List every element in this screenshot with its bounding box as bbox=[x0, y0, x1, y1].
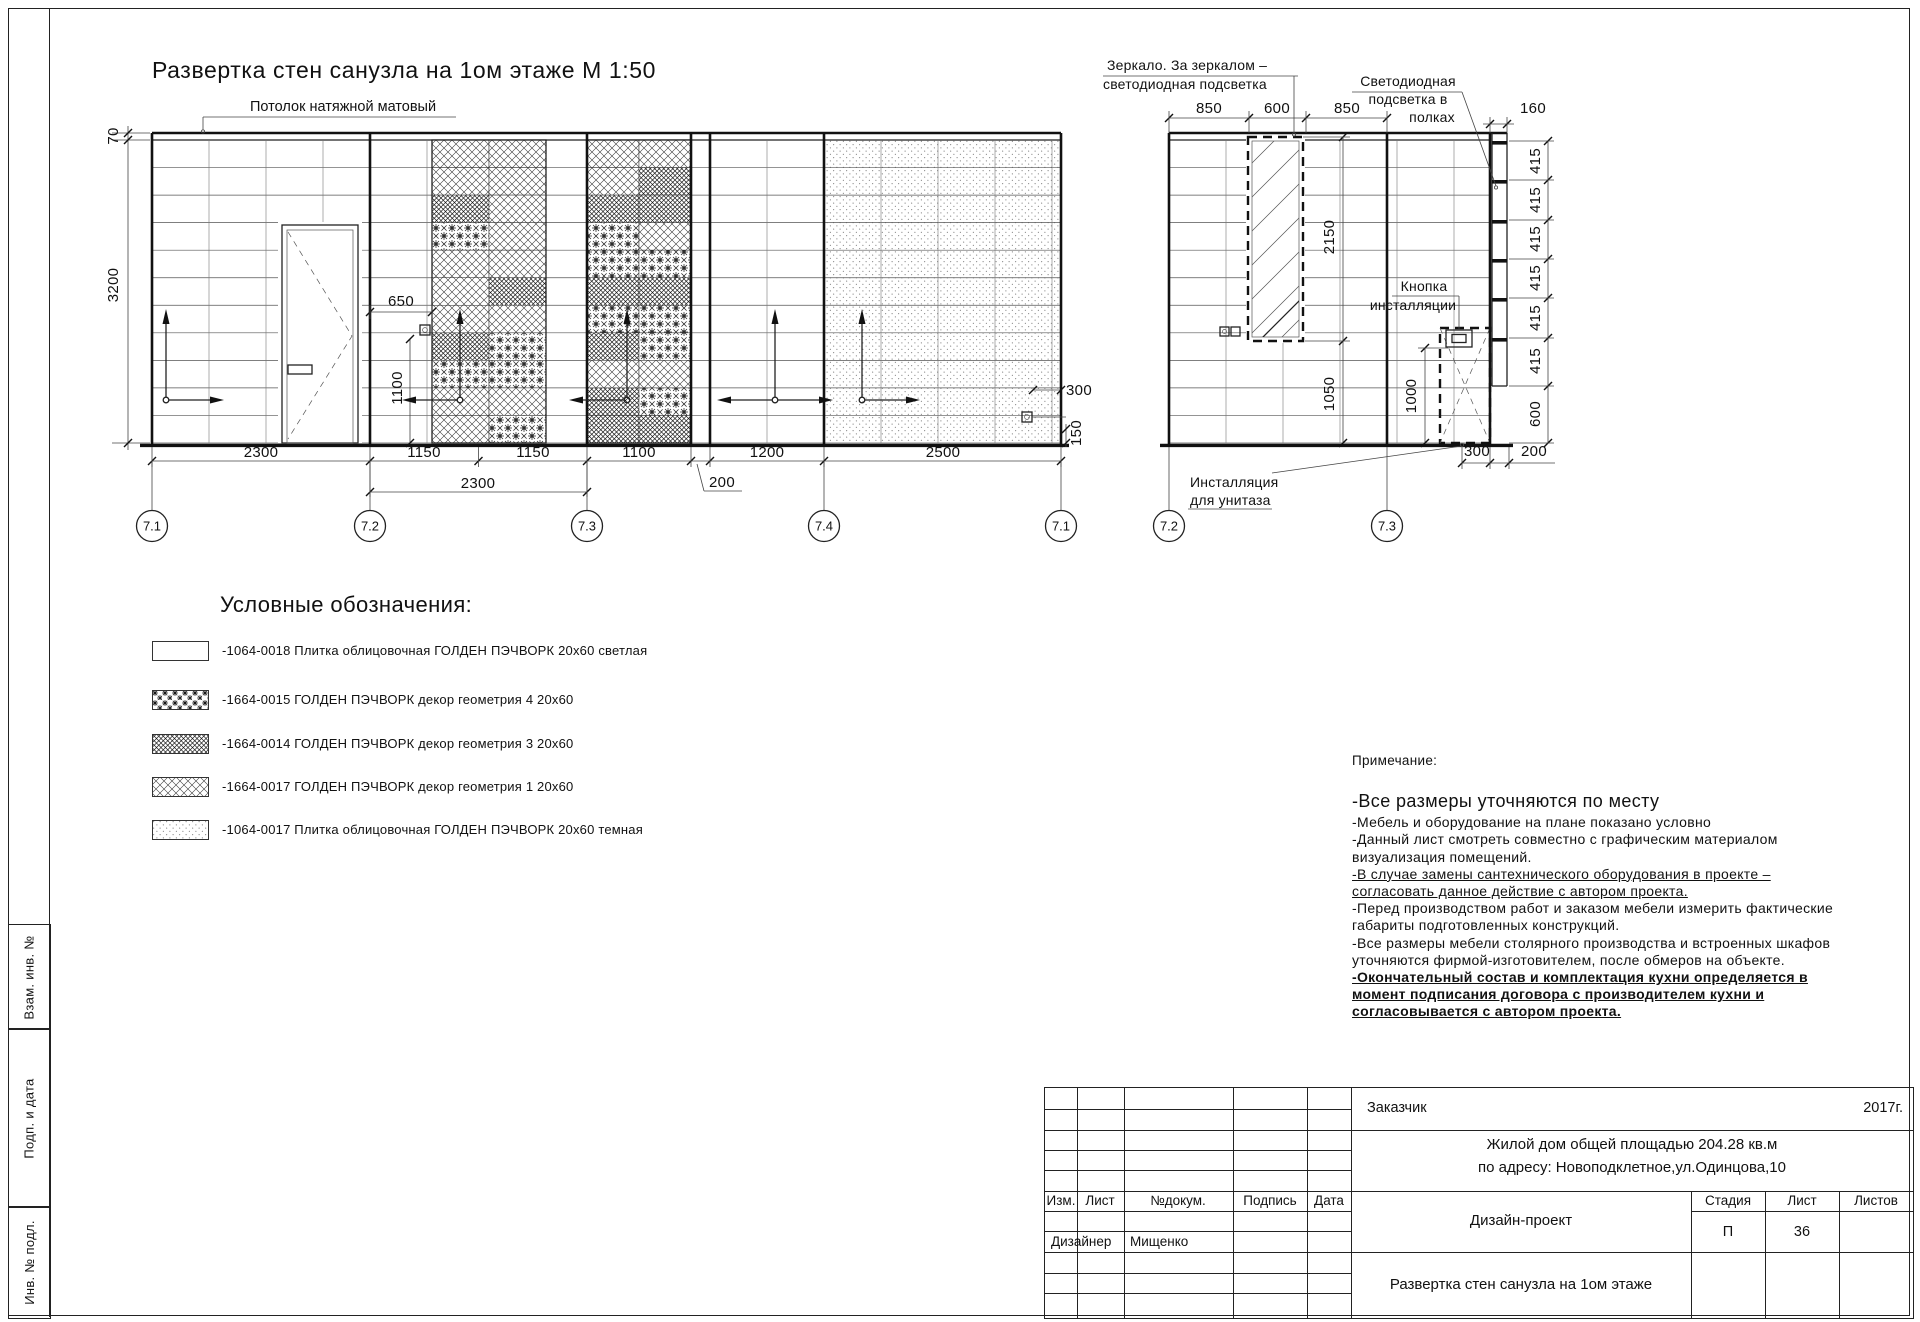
grid-bubble-7-1: 7.1 bbox=[142, 518, 162, 534]
dim-600-top: 600 bbox=[1264, 100, 1290, 117]
legend-label: -1064-0017 Плитка облицовочная ГОЛДЕН ПЭЧВОРК 20х60 темная bbox=[222, 822, 643, 837]
dim-600-right: 600 bbox=[1527, 401, 1544, 427]
grid-bubble-7-1b: 7.1 bbox=[1051, 518, 1071, 534]
dim-415-2: 415 bbox=[1527, 187, 1544, 213]
legend-label: -1064-0018 Плитка облицовочная ГОЛДЕН ПЭЧВОРК 20х60 светлая bbox=[222, 643, 648, 658]
tb-doc-type: Дизайн-проект bbox=[1469, 1212, 1573, 1229]
dim-3200: 3200 bbox=[105, 267, 122, 303]
note-line: -Перед производством работ и заказом мебели измерить фактические bbox=[1352, 900, 1834, 917]
dim-850b: 850 bbox=[1334, 100, 1360, 117]
tb-sheet-value: 36 bbox=[1793, 1224, 1811, 1240]
side-stamp-label: Взам. инв. № bbox=[22, 934, 38, 1020]
mirror-label-line1: Зеркало. За зеркалом – bbox=[1107, 57, 1268, 73]
note-line: согласовать данное действие с автором проекта. bbox=[1352, 883, 1688, 900]
side-stamp-vzam bbox=[8, 924, 51, 1030]
legend-title: Условные обозначения: bbox=[220, 592, 473, 617]
grid-bubble-right-7-2: 7.2 bbox=[1159, 518, 1179, 534]
mirror-label-line2: светодиодная подсветка bbox=[1103, 76, 1267, 92]
tb-col-podpis: Подпись bbox=[1243, 1193, 1297, 1208]
side-stamp-label: Инв. № подл. bbox=[22, 1220, 38, 1305]
tb-object-line1: Жилой дом общей площадью 204.28 кв.м bbox=[1486, 1136, 1778, 1153]
dim-415-4: 415 bbox=[1527, 265, 1544, 291]
note-line: -Данный лист смотреть совместно с графическим материалом bbox=[1352, 831, 1778, 848]
tb-stage-value: П bbox=[1722, 1224, 1734, 1240]
legend-label: -1664-0015 ГОЛДЕН ПЭЧВОРК декор геометрия 4 20х60 bbox=[222, 692, 574, 707]
grid-bubble-7-4: 7.4 bbox=[814, 518, 834, 534]
dim-300-right: 300 bbox=[1464, 443, 1490, 460]
dim-1100b: 1100 bbox=[622, 444, 656, 461]
button-label-line1: Кнопка bbox=[1400, 278, 1448, 294]
note-line: -Мебель и оборудование на плане показано условно bbox=[1352, 814, 1712, 831]
dim-1050: 1050 bbox=[1321, 376, 1338, 412]
button-label-line2: инсталляции bbox=[1369, 297, 1457, 313]
ceiling-label: Потолок натяжной матовый bbox=[250, 99, 437, 115]
dim-415-6: 415 bbox=[1527, 348, 1544, 374]
note-line: -Все размеры уточняются по месту bbox=[1352, 791, 1660, 812]
tb-designer-role: Дизайнер bbox=[1051, 1234, 1112, 1249]
tb-col-data: Дата bbox=[1314, 1193, 1344, 1208]
note-line: -Окончательный состав и комплектация кухни определяется в bbox=[1352, 969, 1808, 986]
tb-year: 2017г. bbox=[1863, 1100, 1903, 1116]
shelf-led-label-line1: Светодиодная bbox=[1360, 73, 1456, 89]
installation-label-line1: Инсталляция bbox=[1190, 474, 1279, 490]
legend-label: -1664-0014 ГОЛДЕН ПЭЧВОРК декор геометрия 3 20х60 bbox=[222, 736, 574, 751]
tb-object-line2: по адресу: Новоподклетное,ул.Одинцова,10 bbox=[1478, 1159, 1786, 1176]
tb-customer: Заказчик bbox=[1367, 1100, 1427, 1116]
title-block bbox=[1044, 1087, 1914, 1319]
dim-160: 160 bbox=[1520, 100, 1546, 117]
note-line: -Все размеры мебели столярного производства и встроенных шкафов bbox=[1352, 934, 1831, 951]
page-title: Развертка стен санузла на 1ом этаже М 1:50 bbox=[152, 57, 657, 83]
dim-300: 300 bbox=[1066, 382, 1092, 399]
note-line: -В случае замены сантехнического оборудования в проекте – bbox=[1352, 865, 1771, 882]
grid-bubble-7-3: 7.3 bbox=[577, 518, 597, 534]
side-stamp-label: Подп. и дата bbox=[22, 1077, 37, 1159]
side-stamp-podp bbox=[8, 1028, 51, 1208]
dim-650: 650 bbox=[388, 293, 414, 310]
dim-2500: 2500 bbox=[925, 444, 961, 461]
side-stamp-inv bbox=[8, 1206, 51, 1319]
note-line: визуализация помещений. bbox=[1352, 848, 1532, 865]
dim-150: 150 bbox=[1068, 420, 1085, 446]
tb-col-izm: Изм. bbox=[1046, 1193, 1076, 1208]
legend-label: -1664-0017 ГОЛДЕН ПЭЧВОРК декор геометрия 1 20х60 bbox=[222, 779, 574, 794]
tb-stage-label: Стадия bbox=[1704, 1193, 1752, 1208]
grid-bubble-7-2: 7.2 bbox=[360, 518, 380, 534]
tb-sheets-label: Листов bbox=[1854, 1193, 1898, 1208]
installation-label-line2: для унитаза bbox=[1190, 492, 1271, 508]
dim-1150b: 1150 bbox=[516, 444, 550, 461]
dim-2300: 2300 bbox=[243, 444, 279, 461]
dim-415-5: 415 bbox=[1527, 305, 1544, 331]
note-line: согласовывается с автором проекта. bbox=[1352, 1003, 1622, 1020]
tb-drawing-title: Развертка стен санузла на 1ом этаже bbox=[1389, 1276, 1653, 1293]
tb-sheet-label: Лист bbox=[1787, 1193, 1817, 1208]
dim-2300-row2: 2300 bbox=[460, 475, 496, 492]
grid-bubble-right-7-3: 7.3 bbox=[1377, 518, 1397, 534]
dim-1100-socket: 1100 bbox=[389, 371, 406, 405]
note-line: уточняются фирмой-изготовителем, после обмеров на объекте. bbox=[1352, 951, 1785, 968]
tb-col-list: Лист bbox=[1085, 1193, 1115, 1208]
dim-70: 70 bbox=[105, 127, 122, 145]
tb-col-dokum: №докум. bbox=[1150, 1193, 1206, 1208]
dim-1000: 1000 bbox=[1403, 378, 1420, 414]
shelf-led-label-line2: подсветка в bbox=[1368, 91, 1448, 107]
dim-1150a: 1150 bbox=[407, 444, 441, 461]
dim-415-1: 415 bbox=[1527, 148, 1544, 174]
dim-415-3: 415 bbox=[1527, 226, 1544, 252]
notes-title: Примечание: bbox=[1352, 753, 1438, 768]
note-line: момент подписания договора с производителем кухни и bbox=[1352, 986, 1765, 1003]
tb-designer-name: Мищенко bbox=[1130, 1234, 1189, 1249]
dim-200: 200 bbox=[709, 474, 735, 491]
note-line: габариты подготовленных конструкций. bbox=[1352, 917, 1620, 934]
shelf-led-label-line3: полках bbox=[1409, 109, 1455, 125]
dim-850a: 850 bbox=[1196, 100, 1222, 117]
dim-1200: 1200 bbox=[749, 444, 785, 461]
dim-2150: 2150 bbox=[1321, 219, 1338, 255]
dim-200-right: 200 bbox=[1521, 443, 1547, 460]
